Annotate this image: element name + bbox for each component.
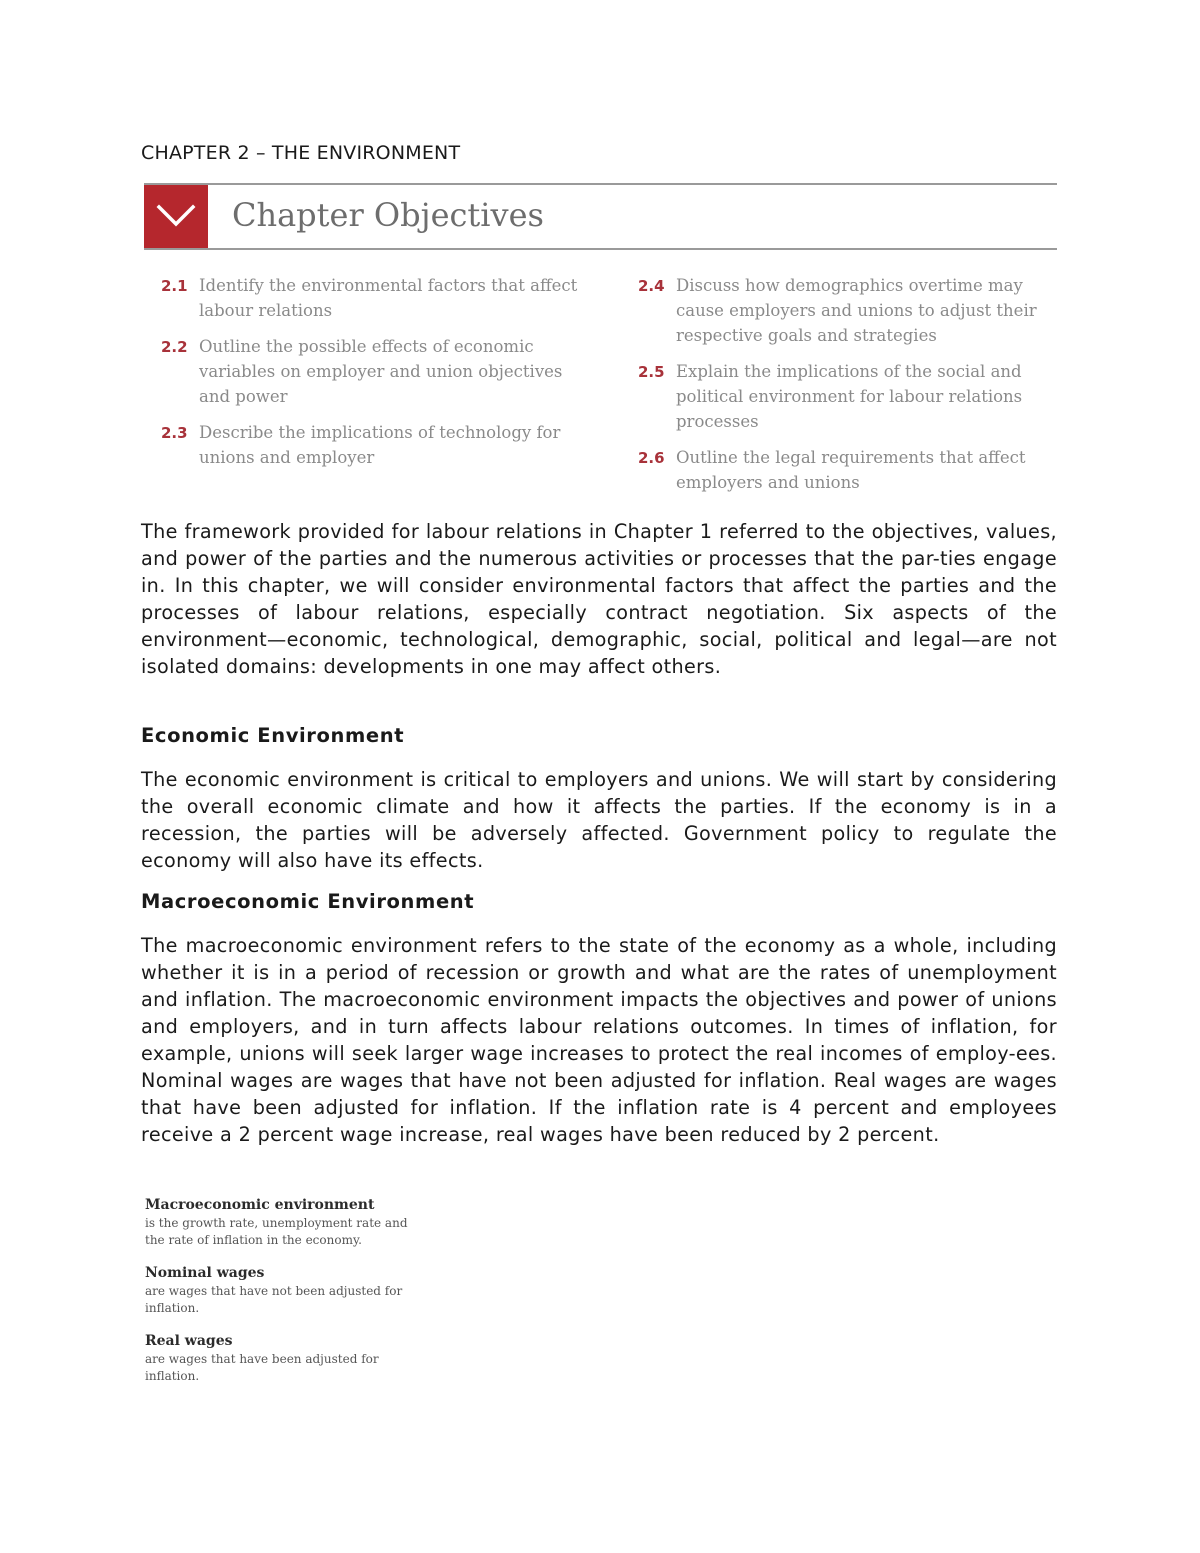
objective-number: 2.3 bbox=[161, 424, 188, 442]
objective-item bbox=[161, 420, 581, 470]
objective-number: 2.4 bbox=[638, 277, 665, 295]
objective-number: 2.1 bbox=[161, 277, 188, 295]
glossary-definition: are wages that have not been adjusted for inflation. bbox=[145, 1284, 403, 1315]
glossary-entry bbox=[145, 1195, 425, 1249]
glossary-term: Nominal wages bbox=[145, 1265, 265, 1281]
glossary-entry bbox=[145, 1331, 425, 1385]
economic-environment-paragraph: The economic environment is critical to employers and unions. We will start by considering the overall economic climate and how it affects the parties. If the economy is in a recession, the parties will be adversely affected. Government policy to regulate the economy will also have its effects. bbox=[141, 768, 1057, 872]
objective-item bbox=[638, 273, 1058, 348]
objectives-right-column bbox=[638, 273, 1058, 506]
macroeconomic-environment-heading: Macroeconomic Environment bbox=[141, 890, 475, 913]
intro-paragraph: The framework provided for labour relations in Chapter 1 referred to the objectives, values, and power of the parties and the numerous activities or processes that the par-ties engage in. In this chapter, we will consider environmental factors that affect the parties and the processes of labour relations, especially contract negotiation. Six aspects of the environment—economic, technological, demographic, social, political and legal—are not isolated domains: developments in one may affect others. bbox=[141, 520, 1057, 678]
economic-environment-heading: Economic Environment bbox=[141, 724, 405, 747]
objective-number: 2.2 bbox=[161, 338, 188, 356]
objectives-title: Chapter Objectives bbox=[232, 196, 544, 234]
objectives-left-column bbox=[161, 273, 581, 481]
objective-item bbox=[161, 334, 581, 409]
glossary-definition: is the growth rate, unemployment rate and the rate of inflation in the economy. bbox=[145, 1216, 408, 1247]
objective-text: Outline the possible effects of economic variables on employer and union objectives and power bbox=[199, 337, 563, 406]
chapter-objectives-box bbox=[144, 183, 1057, 503]
objective-text: Identify the environmental factors that affect labour relations bbox=[199, 276, 578, 320]
objective-item bbox=[638, 445, 1058, 495]
glossary-term: Macroeconomic environment bbox=[145, 1197, 375, 1213]
chapter-title: CHAPTER 2 – THE ENVIRONMENT bbox=[141, 142, 461, 164]
objective-number: 2.5 bbox=[638, 363, 665, 381]
objective-item bbox=[161, 273, 581, 323]
objectives-header bbox=[144, 183, 1057, 250]
macroeconomic-environment-paragraph: The macroeconomic environment refers to the state of the economy as a whole, including whether it is in a period of recession or growth and what are the rates of unemployment and inflation. The macroeconomic environment impacts the objectives and power of unions and employers, and in turn affects labour relations outcomes. In times of inflation, for example, unions will seek larger wage increases to protect the real incomes of employ-ees. Nominal wages are wages that have not been adjusted for inflation. Real wages are wages that have been adjusted for inflation. If the inflation rate is 4 percent and employees receive a 2 percent wage increase, real wages have been reduced by 2 percent. bbox=[141, 934, 1057, 1146]
glossary-term: Real wages bbox=[145, 1333, 233, 1349]
objective-text: Describe the implications of technology for unions and employer bbox=[199, 423, 561, 467]
glossary-sidebar bbox=[145, 1195, 425, 1399]
glossary-entry bbox=[145, 1263, 425, 1317]
objective-text: Explain the implications of the social and political environment for labour relations processes bbox=[676, 362, 1023, 431]
objective-text: Outline the legal requirements that affect employers and unions bbox=[676, 448, 1026, 492]
glossary-definition: are wages that have been adjusted for inflation. bbox=[145, 1352, 379, 1383]
checkmark-icon bbox=[144, 185, 208, 248]
objective-number: 2.6 bbox=[638, 449, 665, 467]
objective-item bbox=[638, 359, 1058, 434]
objective-text: Discuss how demographics overtime may cause employers and unions to adjust their respective goals and strategies bbox=[676, 276, 1037, 345]
